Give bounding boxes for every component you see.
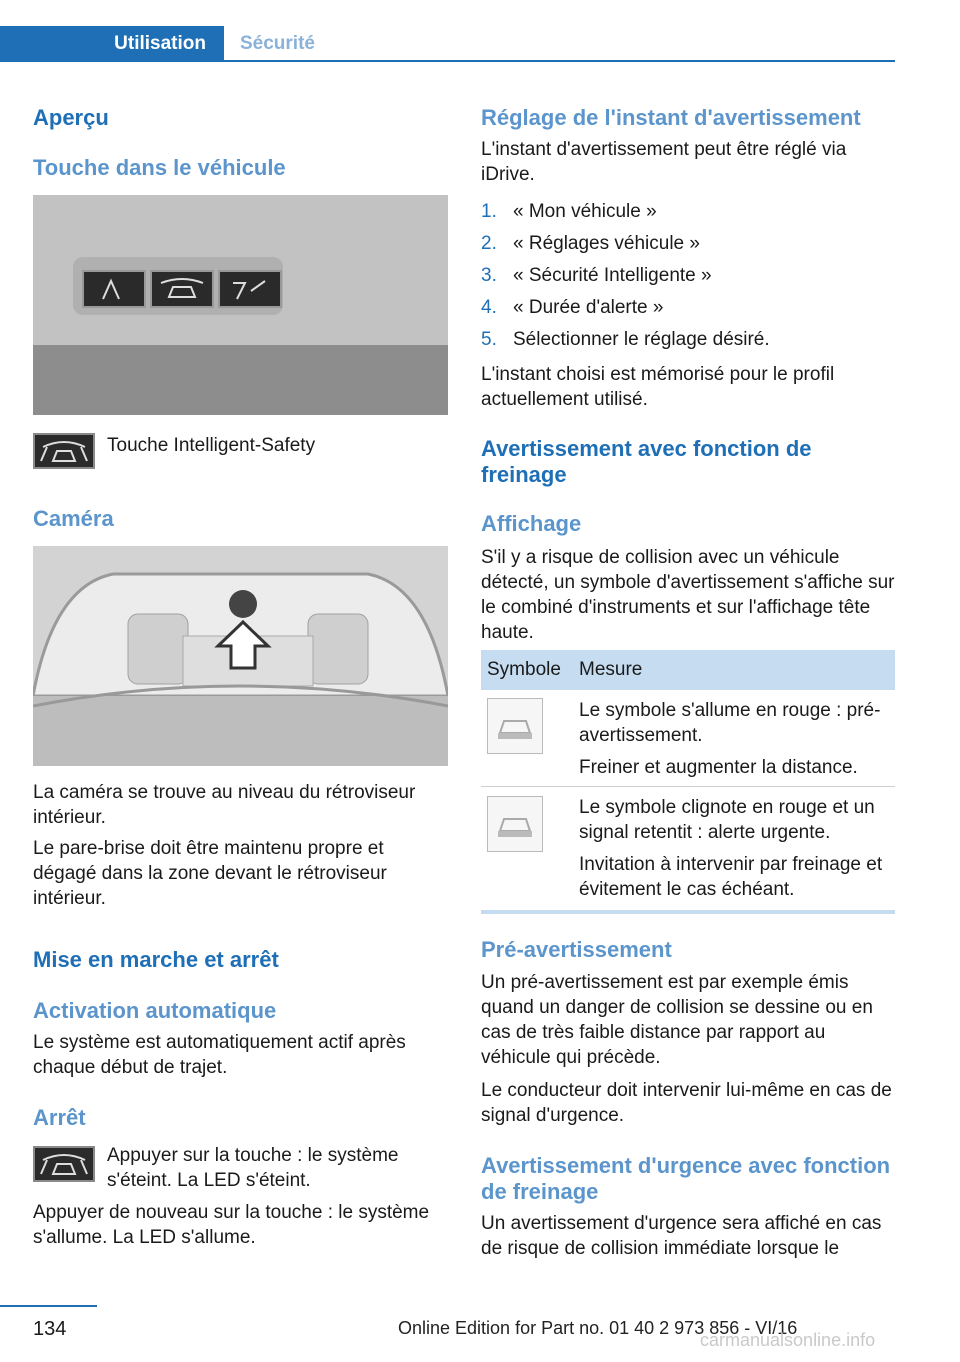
intelligent-safety-icon <box>33 433 95 469</box>
table-row-1-text-1: Le symbole s'allume en rouge : pré-avertissement. <box>579 700 881 746</box>
step-text: « Réglages véhicule » <box>513 233 700 254</box>
col-mesure: Mesure <box>579 659 643 680</box>
car-warning-icon <box>487 698 543 754</box>
watermark: carmanualsonline.info <box>700 1330 876 1350</box>
heading-affichage: Affichage <box>481 511 582 536</box>
table-row-2-text-1: Le symbole clignote en rouge et un signal retentit : alerte urgente. <box>579 797 875 843</box>
heading-apercu: Aperçu <box>33 105 109 130</box>
step-number: 3. <box>481 265 497 286</box>
icon-caption: Touche Intelligent-Safety <box>107 435 316 456</box>
arret-paragraph: Appuyer de nouveau sur la touche : le système s'allume. La LED s'allume. <box>33 1202 430 1248</box>
pre-paragraph-1: Un pré-avertissement est par exemple émis quand un danger de collision se dessine ou en cas de très faible distance par rapport au véhicule qui précède. <box>481 972 873 1068</box>
heading-camera: Caméra <box>33 506 114 531</box>
heading-urgence: Avertissement d'urgence avec fonction de freinage <box>481 1153 891 1204</box>
button-panel-photo <box>33 195 448 415</box>
heading-activation: Activation automatique <box>33 998 277 1023</box>
urgence-paragraph: Un avertissement d'urgence sera affiché en cas de risque de collision immédiate lorsque le <box>481 1213 882 1259</box>
table-row-1-text-2: Freiner et augmenter la distance. <box>579 757 858 778</box>
reglage-paragraph: L'instant d'avertissement peut être réglé via iDrive. <box>481 139 847 185</box>
car-warning-icon-flashing <box>487 796 543 852</box>
page-number: 134 <box>33 1318 67 1340</box>
step-text: Sélectionner le réglage désiré. <box>513 329 770 350</box>
header-rule <box>224 60 895 62</box>
intelligent-safety-icon-off <box>33 1146 95 1182</box>
heading-pre-avertissement: Pré-avertissement <box>481 937 672 962</box>
step-number: 5. <box>481 329 497 350</box>
step-text: « Durée d'alerte » <box>513 297 664 318</box>
camera-paragraph-2: Le pare-brise doit être maintenu propre et dégagé dans la zone devant le rétroviseur intérieur. <box>33 838 387 909</box>
pre-paragraph-2: Le conducteur doit intervenir lui-même en cas de signal d'urgence. <box>481 1080 892 1126</box>
heading-reglage: Réglage de l'instant d'avertissement <box>481 105 861 130</box>
step-text: « Mon véhicule » <box>513 201 657 222</box>
step-number: 4. <box>481 297 497 318</box>
table-bottom-rule <box>481 910 895 914</box>
online-edition: Online Edition for Part no. 01 40 2 973 856 - VI/16 <box>398 1318 798 1338</box>
heading-arret: Arrêt <box>33 1105 86 1130</box>
affichage-paragraph: S'il y a risque de collision avec un véhicule détecté, un symbole d'avertissement s'affiche sur le combiné d'instruments et sur l'affichage tête haute. <box>481 547 895 643</box>
heading-touche: Touche dans le véhicule <box>33 155 286 180</box>
col-symbole: Symbole <box>487 659 561 680</box>
footer-rule <box>0 1305 97 1307</box>
table-header <box>481 650 895 690</box>
activation-paragraph: Le système est automatiquement actif après chaque début de trajet. <box>33 1032 406 1078</box>
heading-mise-en-marche: Mise en marche et arrêt <box>33 947 279 972</box>
step-number: 2. <box>481 233 497 254</box>
table-row-2-text-2: Invitation à intervenir par freinage et évitement le cas échéant. <box>579 854 883 900</box>
tab-securite[interactable]: Sécurité <box>240 33 315 54</box>
header-tabs <box>0 0 960 62</box>
heading-avertissement-freinage: Avertissement avec fonction de freinage <box>481 436 812 487</box>
step-text: « Sécurité Intelligente » <box>513 265 712 286</box>
memo-paragraph: L'instant choisi est mémorisé pour le profil actuellement utilisé. <box>481 364 835 410</box>
tab-utilisation[interactable]: Utilisation <box>0 26 224 62</box>
camera-paragraph-1: La caméra se trouve au niveau du rétroviseur intérieur. <box>33 782 416 828</box>
step-number: 1. <box>481 201 497 222</box>
arret-icon-text: Appuyer sur la touche : le système s'éteint. La LED s'éteint. <box>107 1145 399 1191</box>
camera-photo <box>33 546 448 766</box>
table-row-separator <box>481 786 895 787</box>
